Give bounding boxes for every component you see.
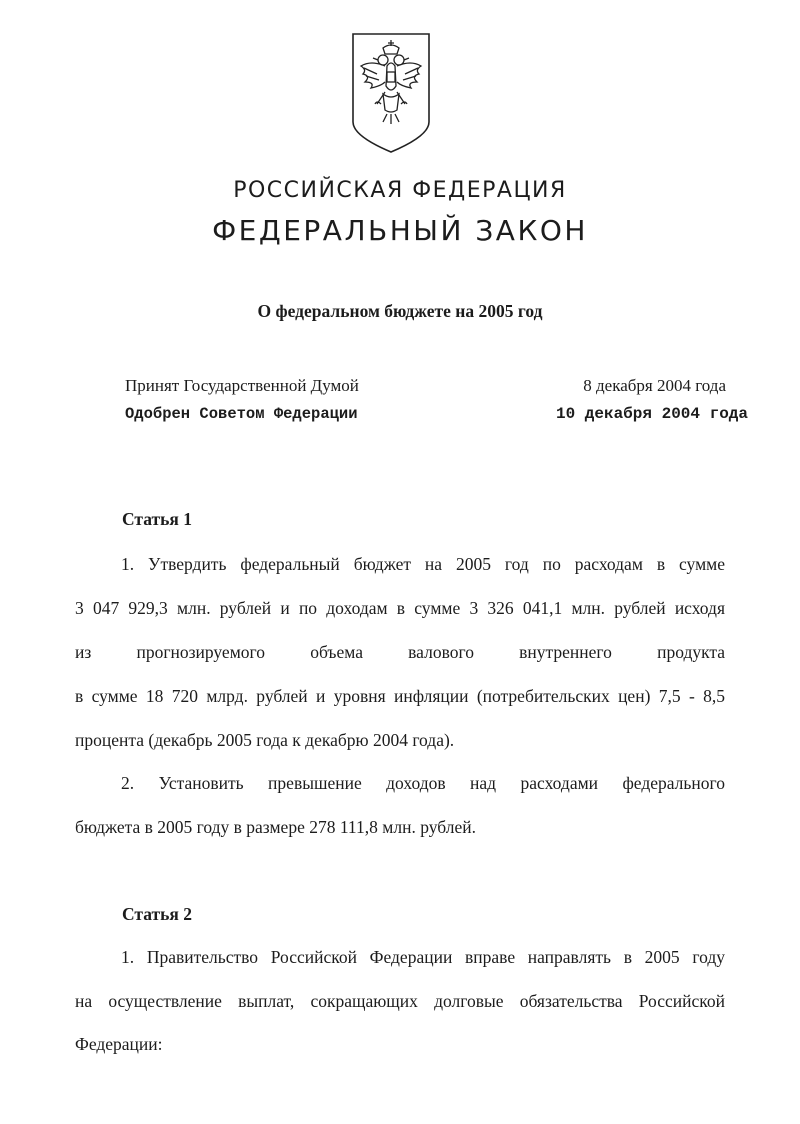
- approved-date: 10 декабря 2004 года: [555, 405, 748, 423]
- adopted-date: 8 декабря 2004 года: [583, 376, 726, 395]
- article-2-paragraph-line: 1. Правительство Российской Федерации вправе направлять в 2005 году: [121, 947, 725, 967]
- article-1-paragraph-line: в сумме 18 720 млрд. рублей и уровня инфляции (потребительских цен) 7,5 - 8,5: [75, 686, 725, 706]
- article-1-paragraph-line: из прогнозируемого объема валового внутреннего продукта: [75, 642, 725, 662]
- law-subject-title: О федеральном бюджете на 2005 год: [257, 301, 543, 321]
- article-1-paragraph-line: 1. Утвердить федеральный бюджет на 2005 год по расходам в сумме: [121, 554, 725, 574]
- article-1-paragraph-line: 2. Установить превышение доходов над расходами федерального: [121, 773, 725, 793]
- article-2-paragraph-line: Федерации:: [75, 1034, 163, 1054]
- coat-of-arms-emblem: [347, 30, 435, 154]
- article-2-heading: Статья 2: [122, 904, 192, 924]
- article-1-heading: Статья 1: [122, 509, 192, 529]
- article-2-paragraph-line: на осуществление выплат, сокращающих долговые обязательства Российской: [75, 991, 725, 1011]
- adopted-by-duma-label: Принят Государственной Думой: [125, 376, 359, 395]
- article-1-paragraph-line: 3 047 929,3 млн. рублей и по доходам в сумме 3 326 041,1 млн. рублей исходя: [75, 598, 725, 618]
- document-type-title: ФЕДЕРАЛЬНЫЙ ЗАКОН: [212, 214, 588, 247]
- article-1-paragraph-line: процента (декабрь 2005 года к декабрю 2004 года).: [75, 730, 455, 750]
- approved-by-council-label: Одобрен Советом Федерации: [125, 405, 358, 423]
- article-1-paragraph-line: бюджета в 2005 году в размере 278 111,8 млн. рублей.: [75, 817, 476, 837]
- country-title: РОССИЙСКАЯ ФЕДЕРАЦИЯ: [233, 178, 567, 203]
